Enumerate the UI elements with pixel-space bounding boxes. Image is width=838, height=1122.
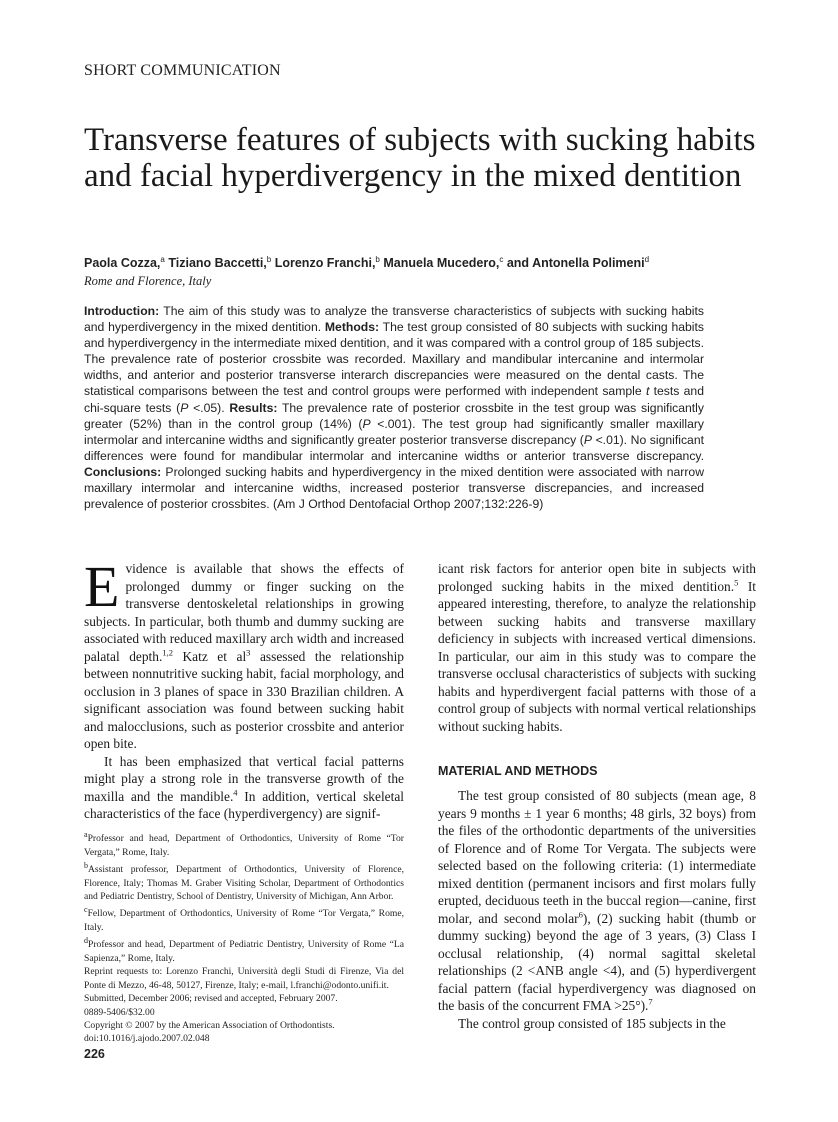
author-affiliation-mark: b [266, 255, 272, 264]
footnote-text: Professor and head, Department of Orthodontics, University of Rome “Tor Vergata,” Rome, Italy. [84, 833, 404, 858]
body-text: assessed the relationship between nonnutritive sucking habit, facial morphology, and occlusion in 3 planes of space in 330 Brazilian children. A significant association was found between sucking habit and malocclusions, such as posterior crossbite and anterior open bite. [84, 648, 404, 751]
abstract-italic-p: P [583, 432, 592, 447]
footnotes [84, 828, 404, 1046]
abstract-italic-p: P [180, 400, 189, 415]
footnote-affiliation: $^c$Fellow, Department of Orthodontics, University of Rome “Tor Vergata,” Rome, Italy. [84, 905, 404, 933]
section-label: SHORT COMMUNICATION [84, 62, 281, 79]
abstract-methods-text: tests and chi-square tests ( [84, 384, 704, 415]
footnote-doi: doi:10.1016/j.ajodo.2007.02.048 [84, 1033, 210, 1045]
body-paragraph: The control group consisted of 185 subjects in the [458, 1015, 726, 1031]
citation-ref: 1,2 [162, 647, 173, 658]
body-text: Katz et al [172, 648, 247, 664]
abstract-italic-t: t [645, 384, 650, 399]
abstract-conclusions-text: Prolonged sucking habits and hyperdivergency in the mixed dentition were associated with narrow maxillary intermolar and intercanine widths, increased posterior transverse discrepancies, and increased prevalence of posterior crossbites. (Am J Orthod Dentofacial Orthop 2007;132:226-9) [84, 464, 704, 512]
footnote-text: Professor and head, Department of Pediatric Dentistry, University of Rome “La Sapienza,” Rome, Italy. [84, 939, 404, 964]
footnote-reprint-requests: Reprint requests to: Lorenzo Franchi, Università degli Studi di Firenze, Via del Ponte di Mezzo, 46-48, 50127, Firenze, Italy; e-mail, l.franchi@odonto.unifi.it. [84, 966, 404, 991]
footnote-text: Assistant professor, Department of Orthodontics, University of Florence, Florence, Italy; Thomas M. Graber Visiting Scholar, Department of Orthodontics and Pediatric Dentistry, School of Dentistry, University of Michigan, Ann Arbor. [84, 864, 404, 902]
author-name: Lorenzo Franchi, [274, 256, 376, 271]
abstract-italic-p: P [362, 416, 371, 431]
abstract-intro-label: Introduction: [84, 304, 160, 318]
article-title: Transverse features of subjects with sucking habits and facial hyperdivergency in the mixed dentition [84, 122, 756, 194]
author-name: Tiziano Baccetti, [168, 256, 267, 271]
abstract-results-label: Results: [229, 400, 278, 415]
footnote-affiliation: $^b$Assistant professor, Department of Orthodontics, University of Florence, Florence, Italy; Thomas M. Graber Visiting Scholar, Department of Orthodontics and Pediatric Dentistry, School of Dentistry, University of Michigan, Ann Arbor. [84, 861, 404, 902]
drop-cap: E [84, 554, 120, 619]
footnote-submission-dates: Submitted, December 2006; revised and accepted, February 2007. [84, 993, 338, 1005]
body-paragraph [84, 753, 404, 823]
citation-ref: 4 [233, 787, 238, 798]
author-name: and Antonella Polimeni [506, 256, 645, 271]
body-text: ), (2) sucking habit (thumb or dummy sucking) beyond the age of 3 years, (3) Class I occlusal relationship, (4) normal sagittal skeletal relationships (2 <ANB angle <4), and (5) hyperdivergent facial pattern (facial hyperdivergency was diagnosed on the basis of the concurrent FMA >25°). [438, 910, 756, 1013]
citation-ref: 6 [578, 909, 583, 920]
body-paragraph [84, 554, 404, 753]
abstract-methods-text: The test group consisted of 80 subjects with sucking habits and hyperdivergency in the intermediate mixed dentition, and it was compared with a control group of 185 subjects. The prevalence rate of posterior crossbite was recorded. Maxillary and mandibular intercanine and intermolar widths, and anterior and posterior transverse interarch discrepancies were measured on the dental casts. The statistical comparisons between the test and control groups were performed with independent sample [84, 320, 704, 399]
footnote-affiliation: $^d$Professor and head, Department of Pediatric Dentistry, University of Rome “La Sapienza,” Rome, Italy. [84, 936, 404, 964]
footnote-text: Fellow, Department of Orthodontics, University of Rome “Tor Vergata,” Rome, Italy. [84, 908, 404, 933]
body-paragraph [438, 560, 756, 735]
body-text: The test group consisted of 80 subjects (mean age, 8 years 9 months ± 1 year 6 months; 48 girls, 32 boys) from the files of the orthodontic departments of the universities of Florence and of Rome Tor Vergata. The subjects were selected based on the following criteria: (1) intermediate mixed dentition (permanent incisors and first molars fully erupted, deciduous teeth in the buccal region—canine, first molar, and second molar [438, 788, 756, 926]
author-list [84, 255, 784, 270]
abstract-results-text: <.001). The test group had significantly smaller maxillary intermolar and intercanine widths and significantly greater posterior transverse discrepancy ( [84, 416, 705, 447]
footnote-copyright: Copyright © 2007 by the American Association of Orthodontists. [84, 1020, 335, 1032]
page-number: 226 [84, 1047, 105, 1061]
author-name: Paola Cozza, [84, 256, 161, 271]
body-column-right [438, 560, 756, 1032]
body-text: It appeared interesting, therefore, to analyze the relationship between sucking habits and transverse maxillary deficiency in subjects with increased vertical dimensions. In particular, our aim in this study was to compare the transverse occlusal characteristics of subjects with sucking habits and hyperdivergent facial patterns with those of a control group of subjects with normal vertical relationships without sucking habits. [438, 578, 756, 734]
body-text: It has been emphasized that vertical facial patterns might play a strong role in the transverse growth of the maxilla and the mandible. [84, 753, 404, 804]
abstract-intro-text: The aim of this study was to analyze the transverse characteristics of subjects with sucking habits and hyperdivergency in the mixed dentition. [84, 304, 704, 335]
abstract-methods-label: Methods: [324, 320, 380, 335]
footnote-price-code: 0889-5406/$32.00 [84, 1006, 155, 1018]
author-location: Rome and Florence, Italy [84, 274, 212, 288]
author-affiliation-mark: a [160, 255, 165, 264]
abstract-results-text: The prevalence rate of posterior crossbite in the test group was significantly greater (52%) than in the control group (14%) ( [84, 400, 704, 431]
section-heading-methods: MATERIAL AND METHODS [438, 764, 598, 778]
body-paragraph [438, 787, 756, 1015]
abstract-methods-text: <.05). [188, 400, 230, 415]
body-column-left [84, 554, 404, 823]
citation-ref: 7 [648, 996, 653, 1007]
body-text: vidence is available that shows the effects of prolonged dummy or finger sucking on the transverse dentoskeletal relationships in growing subjects. In particular, both thumb and dummy sucking are associated with reduced maxillary arch width and increased palatal depth. [84, 561, 404, 664]
author-affiliation-mark: b [375, 255, 380, 264]
body-text: In addition, vertical skeletal characteristics of the face (hyperdivergency) are signif- [84, 788, 404, 821]
abstract [84, 303, 704, 512]
abstract-conclusions-label: Conclusions: [84, 464, 162, 479]
author-name: Manuela Mucedero, [383, 256, 500, 271]
author-affiliation-mark: d [644, 255, 650, 264]
abstract-results-text: <.01). No significant differences were found for mandibular intermolar and intercanine widths or anterior transverse discrepancy. [84, 432, 705, 463]
body-text: icant risk factors for anterior open bite in subjects with prolonged sucking habits in the mixed dentition. [438, 561, 756, 594]
author-affiliation-mark: c [499, 255, 504, 264]
citation-ref: 5 [734, 577, 739, 588]
footnote-affiliation: $^a$Professor and head, Department of Orthodontics, University of Rome “Tor Vergata,” Rome, Italy. [84, 830, 404, 858]
citation-ref: 3 [246, 647, 251, 658]
